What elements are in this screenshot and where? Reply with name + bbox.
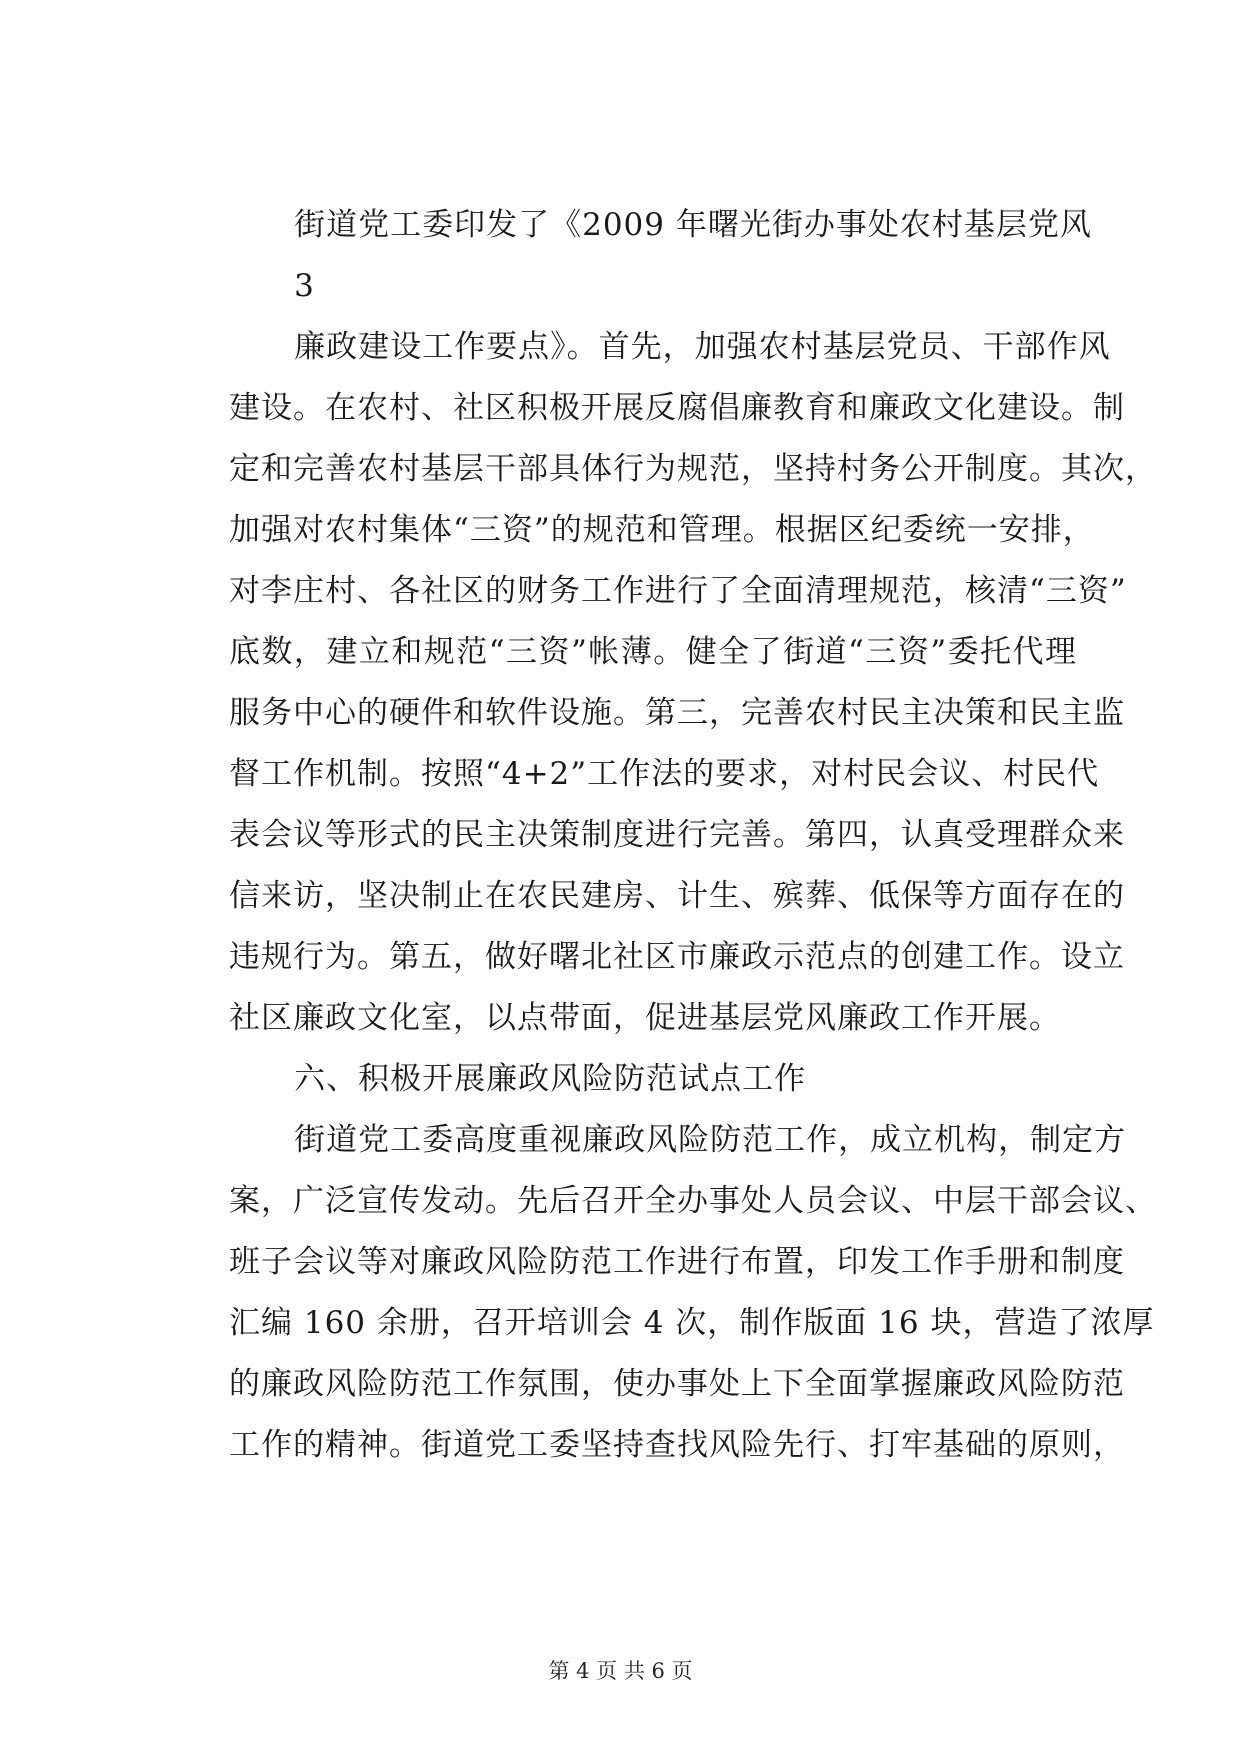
paragraph-line: 社区廉政文化室，以点带面，促进基层党风廉政工作开展。 xyxy=(229,1000,1061,1036)
paragraph-line: 督工作机制。按照“4+2”工作法的要求，对村民会议、村民代 xyxy=(229,756,1100,792)
paragraph-line: 信来访，坚决制止在农民建房、计生、殡葬、低保等方面存在的 xyxy=(229,878,1125,914)
paragraph-line: 表会议等形式的民主决策制度进行完善。第四，认真受理群众来 xyxy=(229,817,1125,853)
page-indicator: 第 4 页 共 6 页 xyxy=(548,1659,693,1683)
paragraph-line: 定和完善农村基层干部具体行为规范，坚持村务公开制度。其次， xyxy=(229,451,1157,487)
paragraph-line: 建设。在农村、社区积极开展反腐倡廉教育和廉政文化建设。制 xyxy=(229,390,1125,426)
paragraph-line: 案，广泛宣传发动。先后召开全办事处人员会议、中层干部会议、 xyxy=(229,1183,1157,1219)
document-body xyxy=(229,195,1157,1476)
paragraph-line: 街道党工委高度重视廉政风险防范工作，成立机构，制定方 xyxy=(294,1122,1127,1158)
paragraph-line: 加强对农村集体“三资”的规范和管理。根据区纪委统一安排， xyxy=(229,512,1095,548)
page-footer xyxy=(0,1655,1241,1685)
paragraph-line: 底数，建立和规范“三资”帐薄。健全了街道“三资”委托代理 xyxy=(229,634,1077,670)
page-number-marker: 3 xyxy=(294,268,315,304)
paragraph-line: 街道党工委印发了《2009 年曙光街办事处农村基层党风 xyxy=(294,207,1092,243)
paragraph-line: 的廉政风险防范工作氛围，使办事处上下全面掌握廉政风险防范 xyxy=(229,1366,1125,1402)
paragraph-line: 工作的精神。街道党工委坚持查找风险先行、打牢基础的原则， xyxy=(229,1427,1125,1463)
paragraph-line: 汇编 160 余册，召开培训会 4 次，制作版面 16 块，营造了浓厚 xyxy=(229,1305,1155,1341)
paragraph-line: 违规行为。第五，做好曙北社区市廉政示范点的创建工作。设立 xyxy=(229,939,1125,975)
paragraph-line: 班子会议等对廉政风险防范工作进行布置，印发工作手册和制度 xyxy=(229,1244,1125,1280)
paragraph-line: 服务中心的硬件和软件设施。第三，完善农村民主决策和民主监 xyxy=(229,695,1125,731)
paragraph-line: 廉政建设工作要点》。首先，加强农村基层党员、干部作风 xyxy=(294,329,1111,365)
paragraph-line: 对李庄村、各社区的财务工作进行了全面清理规范，核清“三资” xyxy=(229,573,1127,609)
section-heading: 六、积极开展廉政风险防范试点工作 xyxy=(294,1061,807,1097)
